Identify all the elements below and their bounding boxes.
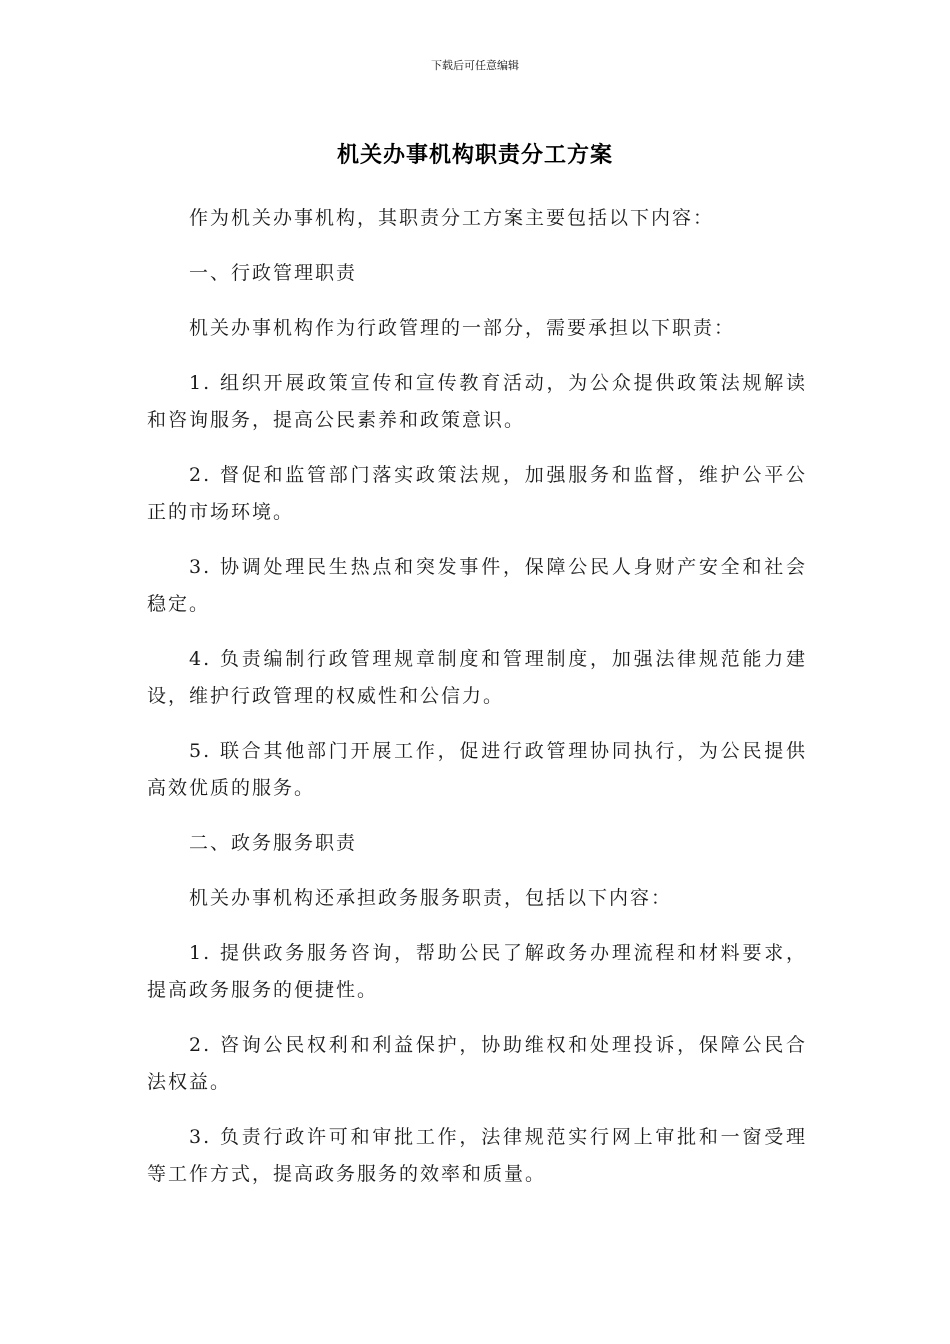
administrative-item-3: 3. 协调处理民生热点和突发事件，保障公民人身财产安全和社会稳定。	[147, 556, 807, 615]
administrative-item-2: 2. 督促和监管部门落实政策法规，加强服务和监督，维护公平公正的市场环境。	[147, 464, 807, 523]
government-service-item-3: 3. 负责行政许可和审批工作，法律规范实行网上审批和一窗受理等工作方式，提高政务服务的效率和质量。	[147, 1126, 807, 1185]
administrative-item-5: 5. 联合其他部门开展工作，促进行政管理协同执行，为公民提供高效优质的服务。	[147, 740, 807, 799]
section-heading-government-service: 二、政务服务职责	[189, 832, 358, 854]
administrative-item-1: 1. 组织开展政策宣传和宣传教育活动，为公众提供政策法规解读和咨询服务，提高公民素养和政策意识。	[147, 372, 807, 431]
administrative-item-4: 4. 负责编制行政管理规章制度和管理制度，加强法律规范能力建设，维护行政管理的权威性和公信力。	[147, 648, 807, 707]
document-title: 机关办事机构职责分工方案	[336, 143, 613, 168]
government-service-item-1: 1. 提供政务服务咨询，帮助公民了解政务办理流程和材料要求，提高政务服务的便捷性。	[147, 942, 807, 1001]
government-service-item-2: 2. 咨询公民权利和利益保护，协助维权和处理投诉，保障公民合法权益。	[147, 1034, 807, 1093]
government-service-intro: 机关办事机构还承担政务服务职责，包括以下内容：	[189, 887, 673, 909]
header-note: 下载后可任意编辑	[431, 59, 519, 72]
document-body	[147, 200, 807, 1211]
intro-paragraph: 作为机关办事机构，其职责分工方案主要包括以下内容：	[189, 207, 715, 229]
administrative-intro: 机关办事机构作为行政管理的一部分，需要承担以下职责：	[189, 317, 736, 339]
section-heading-administrative: 一、行政管理职责	[189, 262, 358, 284]
